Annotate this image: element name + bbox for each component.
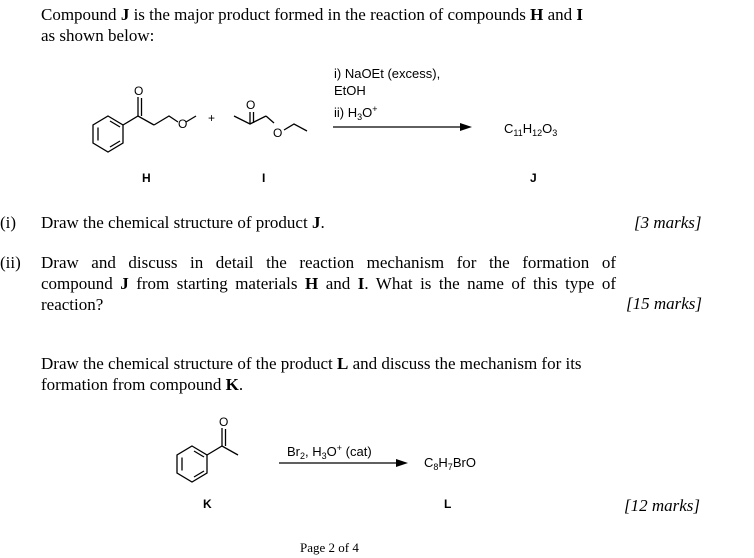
product-J-formula: $C_{11}H_{12}O_3$ xyxy=(504,121,558,138)
question-i-marks: [3 marks] xyxy=(634,213,702,232)
label-J: J xyxy=(530,171,537,185)
plus-sign: + xyxy=(208,111,216,125)
atom-O-H-ester: O xyxy=(178,117,188,131)
intro-line-1: Compound J is the major product formed in the reaction of compounds H and I xyxy=(41,5,584,24)
label-I: I xyxy=(262,171,266,185)
question-ii-line-1: Draw and discuss in detail the reaction mechanism for the formation of xyxy=(41,253,616,272)
intro-paragraph xyxy=(41,4,641,46)
question-i-number: (i) xyxy=(0,213,17,232)
label-L: L xyxy=(444,497,452,511)
question-ii-marks: [15 marks] xyxy=(626,294,703,313)
question-ii-line-2: compound J from starting materials H and I. What is the name of this type of xyxy=(41,274,616,293)
label-K: K xyxy=(203,497,212,511)
compound-I-structure xyxy=(234,112,307,131)
reaction-arrow-2 xyxy=(279,459,408,467)
question-ii-number: (ii) xyxy=(0,253,21,272)
compound-K-structure xyxy=(177,428,238,482)
question-i-text: Draw the chemical structure of product J. xyxy=(41,213,325,232)
intro-line-2: as shown below: xyxy=(41,26,155,45)
atom-O-I-carbonyl: O xyxy=(246,98,256,112)
question-ii-line-3: reaction? xyxy=(41,295,104,314)
reaction-scheme-1 xyxy=(0,55,754,190)
atom-O-I-ester: O xyxy=(273,126,283,140)
question-ii-text xyxy=(41,252,616,315)
question-b-line-1: Draw the chemical structure of the product L and discuss the mechanism for its xyxy=(41,354,582,373)
question-b-marks: [12 marks] xyxy=(624,496,701,515)
label-H: H xyxy=(142,171,151,185)
question-b-text xyxy=(41,353,617,395)
page-footer: Page 2 of 4 xyxy=(300,540,359,555)
reagent-line-2: EtOH xyxy=(334,83,366,98)
reagent-line-1: i) NaOEt (excess), xyxy=(334,66,441,81)
reaction-arrow-1 xyxy=(333,123,472,131)
atom-O-H-carbonyl: O xyxy=(134,84,144,98)
reagent-scheme-2: $Br_2$, $H_3O^+$ (cat) xyxy=(287,443,372,461)
question-b-line-2: formation from compound K. xyxy=(41,375,244,394)
reagent-line-3: ii) $H_3O^+$ xyxy=(334,104,378,122)
product-L-formula: $C_8H_7BrO$ xyxy=(424,455,476,472)
atom-O-K-carbonyl: O xyxy=(219,415,229,429)
